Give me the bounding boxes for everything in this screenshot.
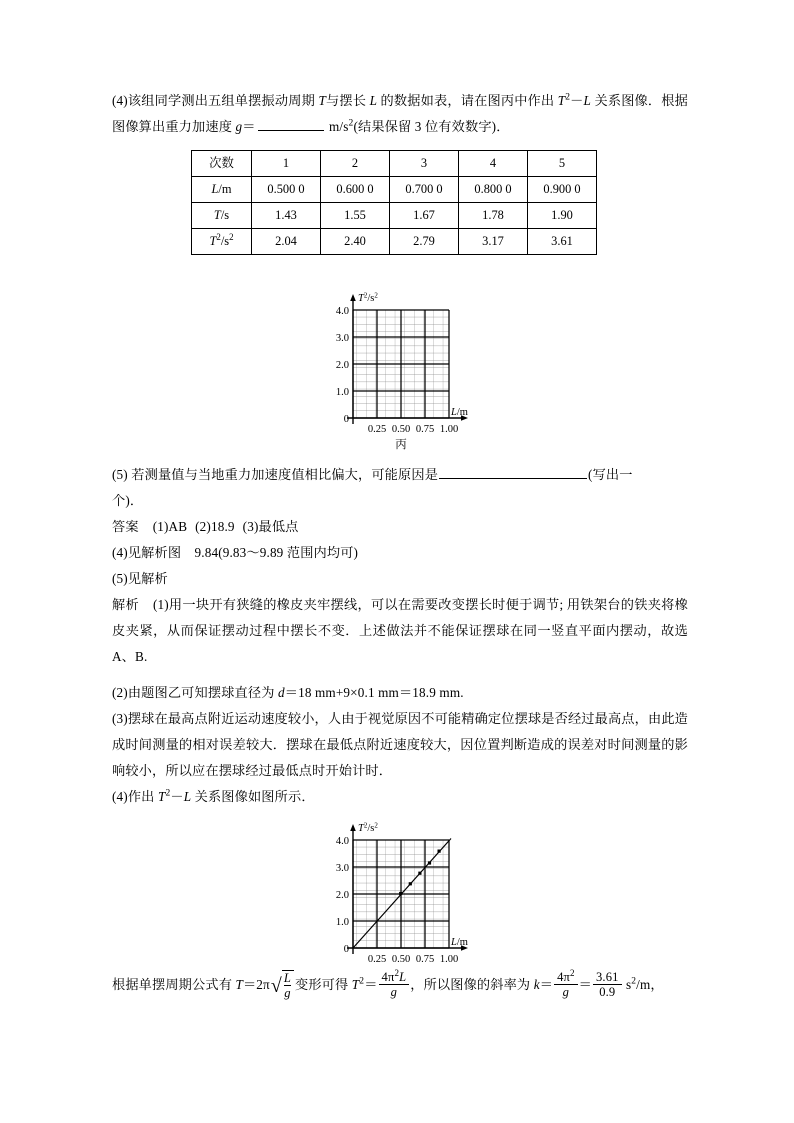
q4-eq: ＝ [242, 119, 256, 134]
formula-mid: 变形可得 [295, 977, 352, 992]
table-row [192, 203, 597, 229]
question-4-text [112, 88, 688, 140]
row-header-length: L/m [192, 177, 252, 203]
graph-bing-ylabel: $T^2/s^2$ [358, 291, 378, 304]
formula-eq4: ＝ [578, 977, 592, 992]
formula-mid2: ，所以图像的斜率为 [410, 977, 534, 992]
data-point-2 [409, 882, 412, 885]
data-point-1 [399, 892, 402, 895]
row-header-trial: 次数 [192, 151, 252, 177]
frac3-num: 3.61 [596, 969, 619, 984]
analysis-p2-a: (2)由题图乙可知摆球直径为 [112, 685, 278, 700]
analysis-p1-text: (1)用一块开有狭缝的橡皮夹牢摆线，可以在需要改变摆长时便于调节; 用铁架台的铁夹将橡皮夹紧，从而保证摆动过程中摆长不变．上述做法并不能保证摆球在同一竖直平面内摆动，故选 A、B. [112, 597, 688, 664]
analysis-paragraph-2 [112, 680, 688, 706]
row-header-period: T/s [192, 203, 252, 229]
analysis-p2-var-d: d [278, 685, 285, 700]
graph-bing-blank [318, 288, 493, 458]
formula-line [112, 968, 688, 1003]
frac1-num: $4\pi^2L$ [381, 967, 407, 984]
cell-trial-2: 2 [321, 151, 390, 177]
row-header-period-squared: $T^2/s^2$ [192, 229, 252, 255]
cell-T-1: 1.43 [252, 203, 321, 229]
cell-trial-4: 4 [459, 151, 528, 177]
q4-text-d: 关系图像．根据图像算出重力加速度 [112, 93, 688, 134]
graph-solution-svg [318, 818, 493, 968]
cell-L-1: 0.500 0 [252, 177, 321, 203]
answers-block [112, 514, 688, 592]
xtick-025: 0.25 [367, 954, 387, 965]
ytick-3: 3.0 [335, 863, 349, 874]
analysis-p4-T: T [157, 789, 166, 804]
q4-text-b: 与摆长 [325, 93, 370, 108]
answer-blank-g[interactable] [258, 119, 324, 131]
q4-text-a: (4)该组同学测出五组单摆振动周期 [112, 93, 319, 108]
xtick-075: 0.75 [415, 954, 435, 965]
graph-bing-yticks [336, 306, 349, 425]
q4-rel-L: L [583, 93, 591, 108]
analysis-p4-L: L [183, 789, 192, 804]
answers-line-3: (5)见解析 [112, 571, 168, 586]
formula-T2: T [351, 977, 360, 992]
q4-var-L: L [369, 93, 378, 108]
cell-T2-5: 3.61 [528, 229, 597, 255]
graph-solution-yticks [336, 836, 349, 955]
frac3-den: 0.9 [593, 984, 622, 999]
formula-tail: s [622, 977, 632, 992]
q5-text-a: (5) 若测量值与当地重力加速度值相比偏大，可能原因是 [112, 467, 439, 482]
ytick-4: 4.0 [335, 306, 349, 317]
q4-rel-T: T [557, 93, 566, 108]
answers-label: 答案 [112, 519, 139, 534]
graph-bing-caption: 丙 [395, 439, 407, 451]
cell-T-3: 1.67 [390, 203, 459, 229]
q4-rel-dash: － [570, 93, 584, 108]
analysis-paragraph-1 [112, 592, 688, 670]
ytick-2: 2.0 [335, 890, 349, 901]
measurement-table [191, 150, 597, 255]
analysis-paragraph-3: (3)摆球在最高点附近运动速度较小，人由于视觉原因不可能精确定位摆球是否经过最高点，由此造成时间测量的相对误差较大．摆球在最低点附近速度较大，因位置判断造成的误差对时间测量的影响较小，所以应在摆球经过最低点时开始计时． [112, 711, 688, 778]
answer-blank-reason[interactable] [439, 467, 587, 479]
question-4-block [112, 88, 688, 140]
ytick-1: 1.0 [335, 917, 349, 928]
y-axis-arrow [350, 294, 356, 301]
formula-T2-sup: 2 [359, 976, 365, 987]
ytick-2: 2.0 [335, 360, 349, 371]
cell-trial-3: 3 [390, 151, 459, 177]
ytick-1: 1.0 [335, 387, 349, 398]
formula-T: T [235, 977, 243, 992]
q4-rel-sup: 2 [565, 92, 571, 103]
graph-bing-xticks [368, 424, 458, 435]
graph-solution-xlabel: L/m [451, 937, 468, 948]
xtick-025: 0.25 [367, 424, 387, 435]
analysis-block-2 [112, 680, 688, 810]
cell-L-4: 0.800 0 [459, 177, 528, 203]
table-row [192, 229, 597, 255]
ytick-3: 3.0 [335, 333, 349, 344]
cell-T2-1: 2.04 [252, 229, 321, 255]
cell-L-2: 0.600 0 [321, 177, 390, 203]
q5-text-b: (写出一 [588, 467, 633, 482]
cell-T2-4: 3.17 [459, 229, 528, 255]
graph-bing-svg [318, 288, 493, 458]
graph-solution-xticks [368, 954, 458, 965]
sqrt-inner [282, 970, 294, 1001]
sqrt-expression [271, 967, 294, 1002]
graph-bing-xlabel: L/m [451, 407, 468, 418]
analysis-block [112, 592, 688, 670]
cell-T-2: 1.55 [321, 203, 390, 229]
xtick-050: 0.50 [391, 424, 411, 435]
formula-tail-sup: 2 [631, 976, 637, 987]
q4-unit: m/s [325, 119, 349, 134]
fraction-361-over-09 [593, 970, 622, 1000]
formula-lead: 根据单摆周期公式有 [112, 977, 236, 992]
ytick-0: 0 [343, 414, 349, 425]
sqrt-den: g [284, 986, 291, 1001]
data-point-3 [418, 872, 421, 875]
data-point-5 [438, 850, 441, 853]
analysis-label: 解析 [112, 597, 139, 612]
ytick-0: 0 [343, 944, 349, 955]
formula-eq3: ＝ [539, 977, 554, 992]
analysis-paragraph-4 [112, 784, 688, 810]
formula-k: k [533, 977, 540, 992]
cell-T-5: 1.90 [528, 203, 597, 229]
answer-2: (2)18.9 [195, 519, 235, 534]
cell-T-4: 1.78 [459, 203, 528, 229]
answer-1: (1)AB [152, 519, 188, 534]
formula-eq2: ＝ [364, 977, 378, 992]
question-5-block [112, 462, 688, 514]
formula-block [112, 968, 688, 1003]
fraction-4pi2L-over-g [379, 967, 410, 1000]
cell-trial-1: 1 [252, 151, 321, 177]
analysis-p4-a: (4)作出 [112, 789, 158, 804]
table-row [192, 151, 597, 177]
answer-3: (3)最低点 [242, 519, 299, 534]
analysis-p2-b: ＝18 mm+9×0.1 mm＝18.9 mm. [284, 685, 464, 700]
q4-var-g: g [235, 119, 243, 134]
q4-var-T: T [318, 93, 326, 108]
graph-solution-plot [318, 818, 493, 968]
cell-L-5: 0.900 0 [528, 177, 597, 203]
analysis-p4-dash: － [170, 789, 184, 804]
cell-L-3: 0.700 0 [390, 177, 459, 203]
frac1-den: g [379, 984, 410, 999]
cell-T2-3: 2.79 [390, 229, 459, 255]
ytick-4: 4.0 [335, 836, 349, 847]
graph-solution-ylabel: $T^2/s^2$ [358, 821, 378, 834]
data-point-4 [428, 861, 431, 864]
measurement-table-wrap [191, 150, 597, 255]
fraction-4pi2-over-g [554, 967, 578, 1000]
frac2-den: g [554, 984, 578, 999]
xtick-075: 0.75 [415, 424, 435, 435]
formula-eq1: ＝2π [242, 977, 270, 992]
formula-tail-b: /m， [636, 977, 664, 992]
q4-text-c: 的数据如表，请在图丙中作出 [377, 93, 558, 108]
frac2-num: $4\pi^2$ [557, 967, 575, 984]
answers-line-1 [112, 514, 688, 540]
xtick-100: 1.00 [439, 954, 459, 965]
analysis-p4-sup: 2 [165, 788, 171, 799]
analysis-p4-b: 关系图像如图所示． [191, 789, 315, 804]
cell-T2-2: 2.40 [321, 229, 390, 255]
question-5-text-cont: 个)． [112, 493, 144, 508]
question-5-text [112, 462, 688, 488]
radical-sign: √ [270, 975, 282, 998]
table-body [192, 151, 597, 255]
cell-trial-5: 5 [528, 151, 597, 177]
xtick-050: 0.50 [391, 954, 411, 965]
y-axis-arrow [350, 824, 356, 831]
table-row [192, 177, 597, 203]
q4-text-e: (结果保留 3 位有效数字)． [353, 119, 510, 134]
q4-unit-sup: 2 [348, 118, 354, 129]
sqrt-num: L [283, 970, 291, 985]
xtick-100: 1.00 [439, 424, 459, 435]
answers-line-2: (4)见解析图 9.84(9.83～9.89 范围内均可) [112, 545, 359, 560]
